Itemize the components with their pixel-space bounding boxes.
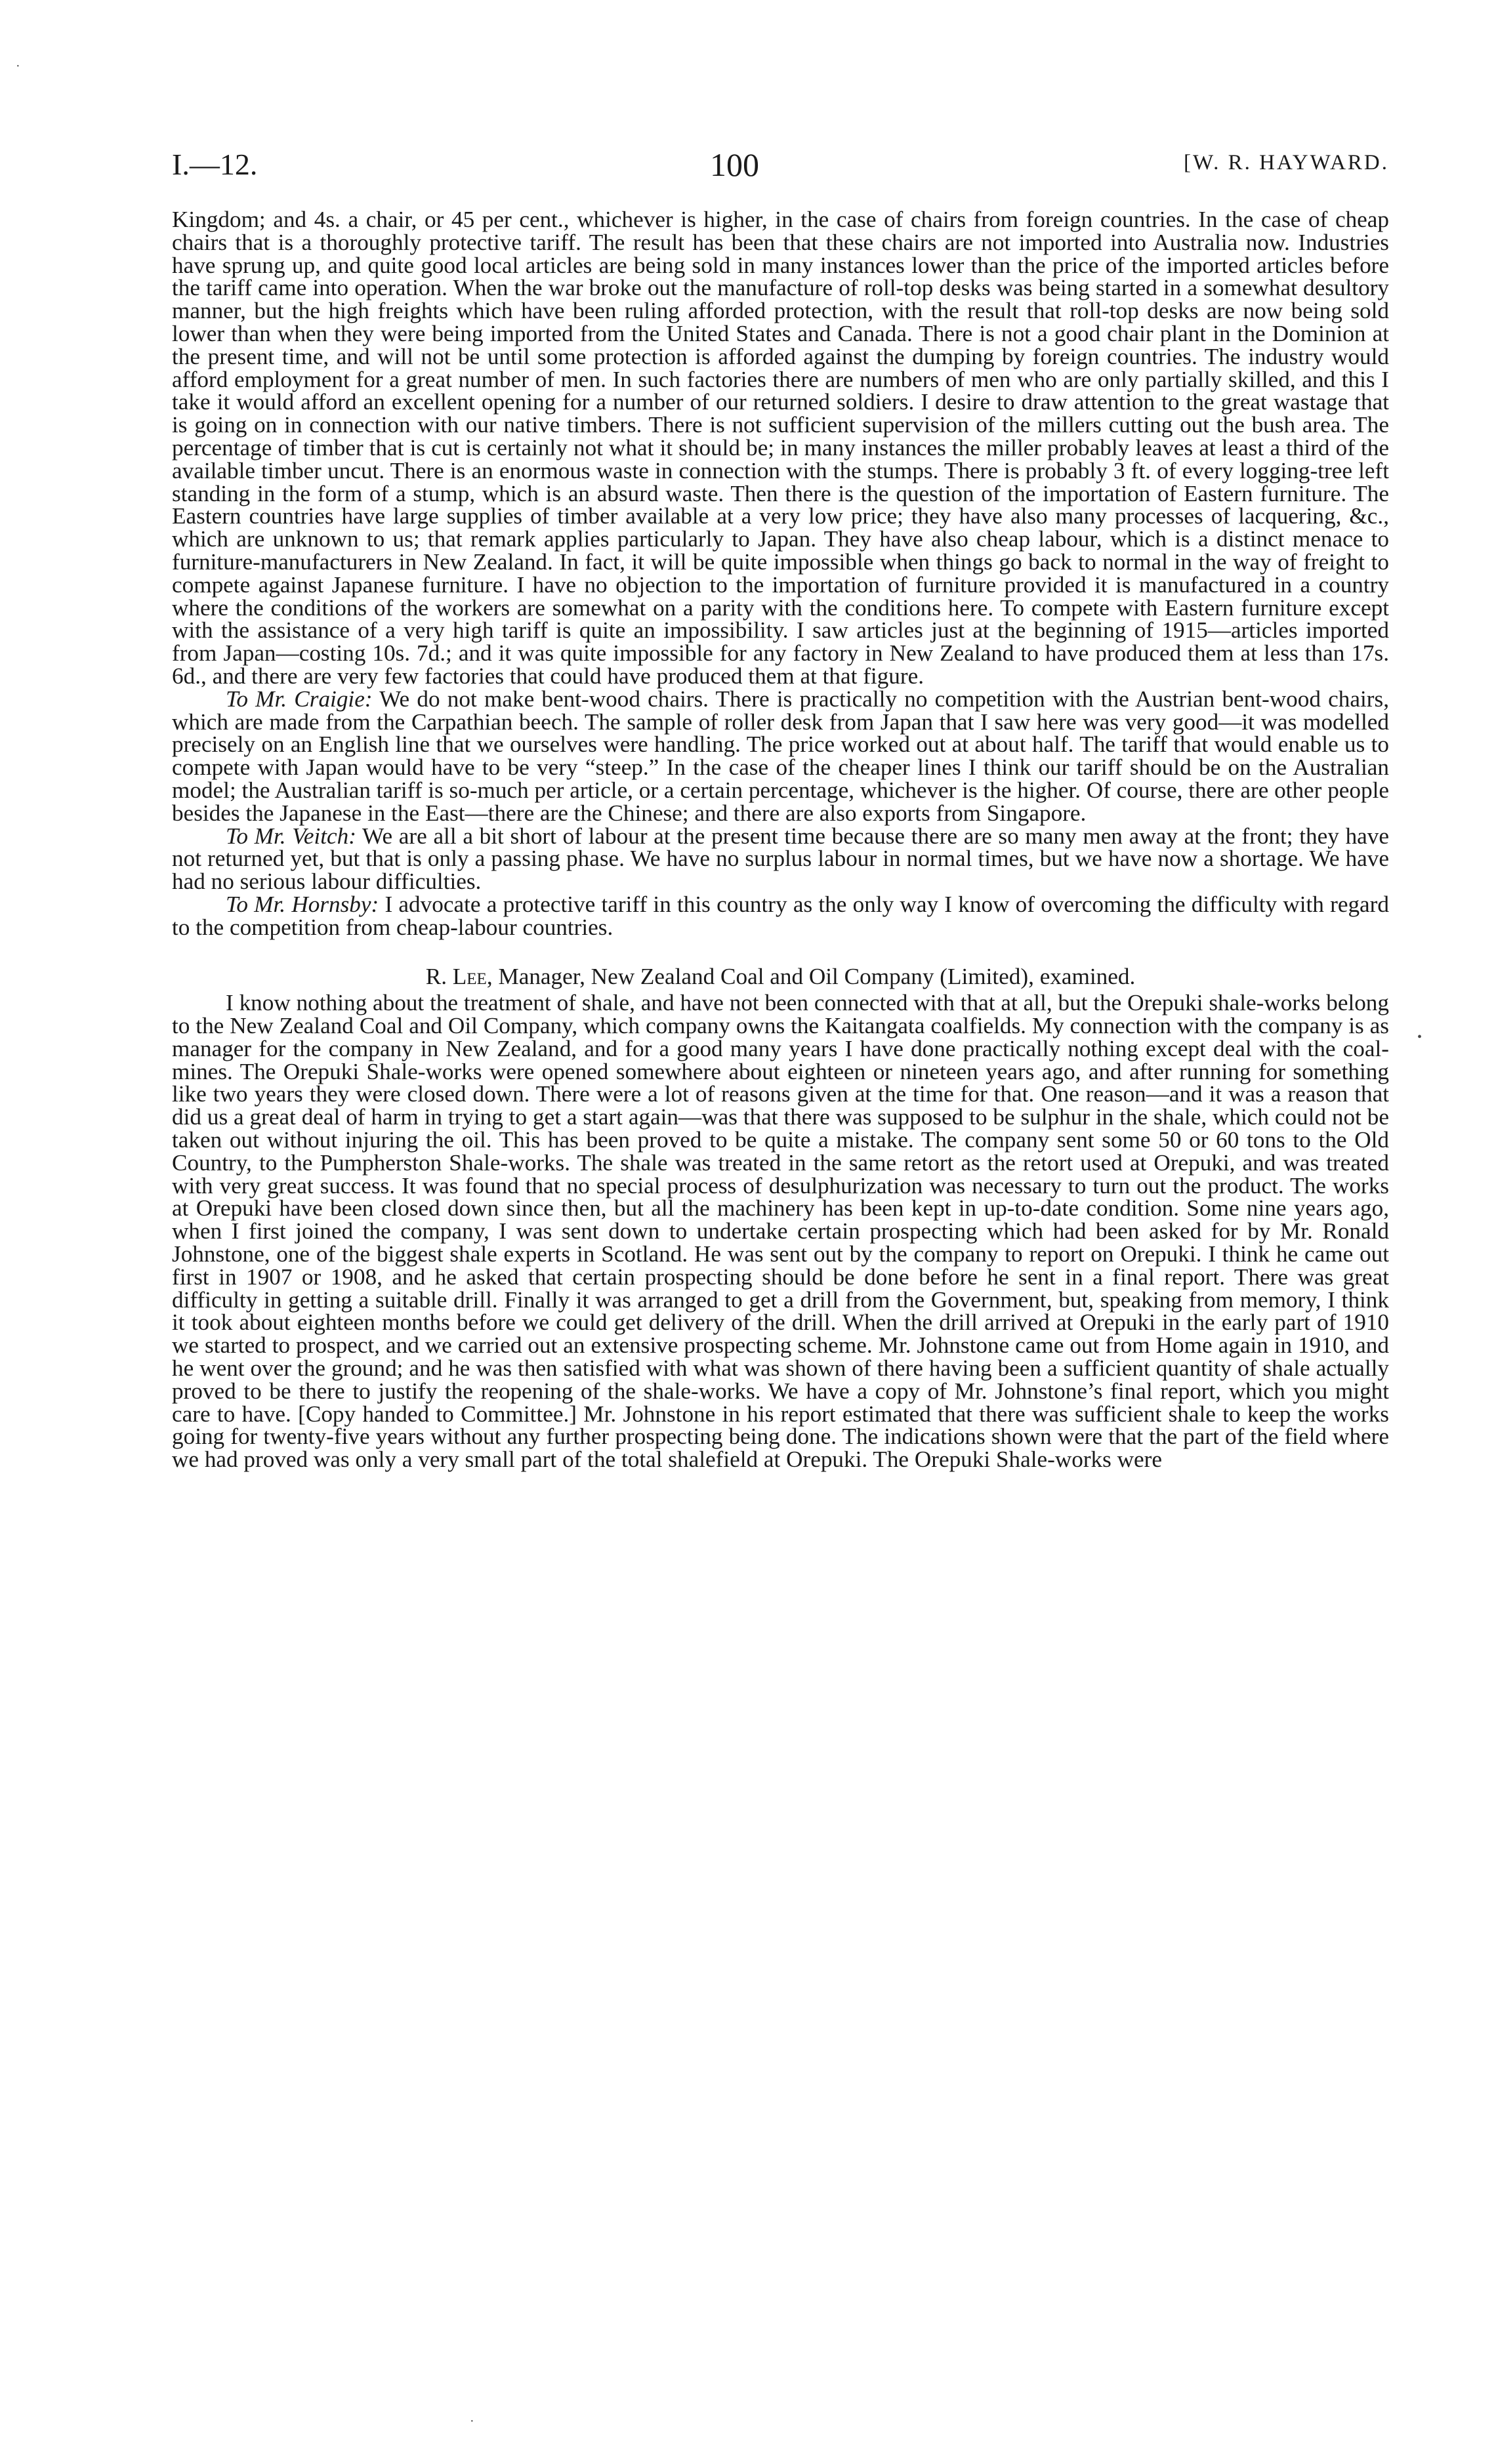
qa-craigie	[172, 688, 1389, 825]
witness-heading	[172, 963, 1389, 989]
document-body	[172, 209, 1389, 1471]
qa-veitch	[172, 825, 1389, 893]
qa-text-veitch: We are all a bit short of labour at the present time because there are so many men away at the front; they have not returned yet, but that is only a passing phase. We have no surplus labour in normal times, but we have now a shortage. We have had no serious labour difficulties.	[172, 823, 1389, 895]
witness-name-header: [W. R. HAYWARD.	[1184, 151, 1389, 175]
qa-hornsby	[172, 893, 1389, 939]
qa-lead-veitch: To Mr. Veitch:	[226, 823, 356, 849]
page-header	[172, 142, 1389, 188]
paragraph-continued: Kingdom; and 4s. a chair, or 45 per cent., whichever is higher, in the case of chairs from foreign countries. In the case of cheap chairs that is a thoroughly protective tariff. The result has been that these chairs are not imported into Australia now. Industries have sprung up, and quite good local articles are being sold in many instances lower than the price of the imported articles before the tariff came into operation. When the war broke out the manufacture of roll-top desks was being started in a somewhat desultory manner, but the high freights which have been ruling afforded protection, with the result that roll-top desks are now being sold lower than when they were being imported from the United States and Canada. There is not a good chair plant in the Dominion at the present time, and will not be until some protection is afforded against the dumping by foreign countries. The industry would afford employment for a great number of men. In such factories there are numbers of men who are only partially skilled, and this I take it would afford an excellent opening for a number of our returned soldiers. I desire to draw attention to the great wastage that is going on in connection with our native timbers. There is not sufficient supervision of the millers cutting out the bush area. The percentage of timber that is cut is certainly not what it should be; in many instances the miller probably leaves at least a third of the available timber uncut. There is an enormous waste in connection with the stumps. There is probably 3 ft. of every logging-tree left standing in the form of a stump, which is an absurd waste. Then there is the question of the importation of Eastern furniture. The Eastern countries have large supplies of timber available at a very low price; they have also many processes of lacquering, &c., which are unknown to us; that remark applies particularly to Japan. They have also cheap labour, which is a distinct menace to furniture-manufacturers in New Zealand. In fact, it will be quite impossible when things go back to normal in the way of freight to compete against Japanese furniture. I have no objection to the importation of furniture provided it is manufactured in a country where the conditions of the workers are somewhat on a parity with the conditions here. To compete with Eastern furniture except with the assistance of a very high tariff is quite an impossibility. I saw articles just at the beginning of 1915—articles imported from Japan—costing 10s. 7d.; and it was quite impossible for any factory in New Zealand to have produced them at less than 17s. 6d., and there are very few factories that could have produced them at that figure.	[172, 207, 1389, 689]
qa-lead-craigie: To Mr. Craigie:	[226, 686, 373, 712]
paper-reference: I.—12.	[172, 148, 258, 181]
scan-speck: •	[1417, 1030, 1423, 1044]
witness-description: , Manager, New Zealand Coal and Oil Company (Limited), examined.	[486, 963, 1136, 989]
witness-surname: Lee	[452, 963, 487, 989]
qa-lead-hornsby: To Mr. Hornsby:	[226, 891, 379, 917]
scan-speck: ·	[16, 59, 20, 73]
qa-text-craigie: We do not make bent-wood chairs. There is practically no competition with the Austrian bent-wood chairs, which are made from the Carpathian beech. The sample of roller desk from Japan that I saw here was very good—it was modelled precisely on an English line that we ourselves were handling. The price worked out at about half. The tariff that would enable us to compete with Japan would have to be very “steep.” In the case of the cheaper lines I think our tariff should be on the Australian model; the Australian tariff is so-much per article, or a certain percentage, whichever is the higher. Of course, there are other people besides the Japanese in the East—there are the Chinese; and there are also exports from Singapore.	[172, 686, 1389, 826]
witness-initial: R.	[425, 963, 453, 989]
paragraph-lee-testimony: I know nothing about the treatment of shale, and have not been connected with that at all, but the Orepuki shale-works belong to the New Zealand Coal and Oil Company, which company owns the Kaitangata coalfields. My connection with the company is as manager for the company in New Zealand, and for a good many years I have done practically nothing except deal with the coal-mines. The Orepuki Shale-works were opened somewhere about eighteen or nineteen years ago, and after running for something like two years they were closed down. There were a lot of reasons given at the time for that. One reason—and it was a reason that did us a great deal of harm in trying to get a start again—was that there was supposed to be sulphur in the shale, which could not be taken out without injuring the oil. This has been proved to be quite a mistake. The company sent some 50 or 60 tons to the Old Country, to the Pumpherston Shale-works. The shale was treated in the same retort as the retort used at Orepuki, and was treated with very great success. It was found that no special process of desulphurization was necessary to turn out the product. The works at Orepuki have been closed down since then, but all the machinery has been kept in up-to-date condition. Some nine years ago, when I first joined the company, I was sent down to undertake certain prospecting which had been asked for by Mr. Ronald Johnstone, one of the biggest shale experts in Scotland. He was sent out by the company to report on Orepuki. I think he came out first in 1907 or 1908, and he asked that certain prospecting should be done before he sent in a final report. There was great difficulty in getting a suitable drill. Finally it was arranged to get a drill from the Government, but, speaking from memory, I think it took about eighteen months before we could get delivery of the drill. When the drill arrived at Orepuki in the early part of 1910 we started to prospect, and we carried out an extensive prospecting scheme. Mr. Johnstone came out from Home again in 1910, and he went over the ground; and he was then satisfied with what was shown of there having been a sufficient quantity of shale actually proved to be there to justify the reopening of the shale-works. We have a copy of Mr. Johnstone’s final report, which you might care to have. [Copy handed to Committee.] Mr. Johnstone in his report estimated that there was sufficient shale to keep the works going for twenty-five years without any further prospecting being done. The indications shown were that the part of the field where we had proved was only a very small part of the total shalefield at Orepuki. The Orepuki Shale-works were	[172, 990, 1389, 1473]
qa-text-hornsby: I advocate a protective tariff in this country as the only way I know of overcoming the difficulty with regard to the competition from cheap-labour countries.	[172, 891, 1389, 940]
scan-speck: ·	[470, 2414, 474, 2429]
page-number: 100	[710, 146, 759, 183]
